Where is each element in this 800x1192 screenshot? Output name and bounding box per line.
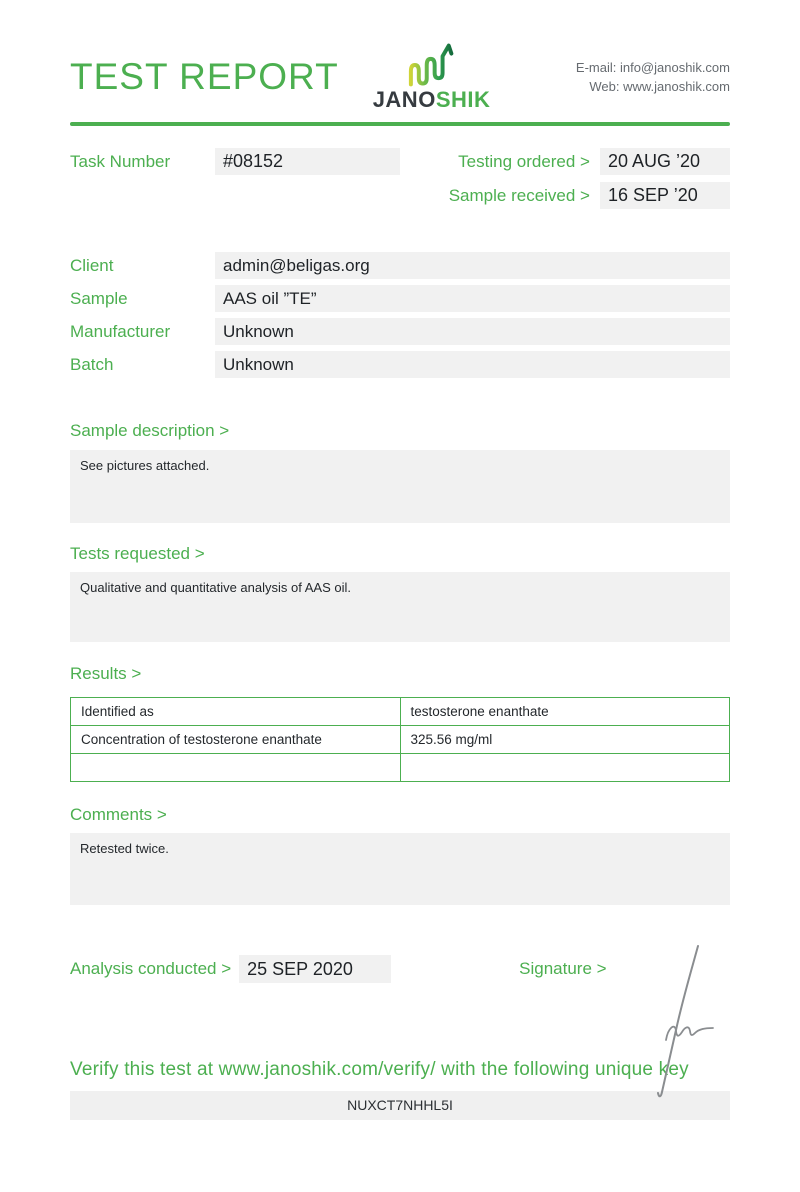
sample-label: Sample [70, 288, 128, 308]
email-value: info@janoshik.com [619, 60, 730, 75]
sample-value: AAS oil ”TE” [215, 285, 730, 312]
contact-block [576, 58, 730, 96]
table-row [71, 754, 730, 782]
growth-chart-icon [403, 43, 461, 87]
testing-ordered-row [442, 148, 730, 175]
result-value-cell: 325.56 mg/ml [400, 726, 730, 754]
results-table [70, 697, 730, 782]
task-number-value: #08152 [215, 148, 400, 175]
web-label: Web: [589, 79, 624, 94]
client-value: admin@beligas.org [215, 252, 730, 279]
testing-ordered-label: Testing ordered > [458, 151, 590, 171]
logo-text-dark: JANO [372, 87, 436, 112]
result-name-cell: Identified as [71, 698, 401, 726]
manufacturer-value: Unknown [215, 318, 730, 345]
unique-key-value: NUXCT7NHHL5I [70, 1091, 730, 1120]
task-number-row [70, 148, 400, 175]
comments-heading: Comments > [70, 805, 167, 824]
result-name-cell [71, 754, 401, 782]
header-divider [70, 122, 730, 126]
batch-value: Unknown [215, 351, 730, 378]
batch-label: Batch [70, 354, 114, 374]
testing-ordered-value: 20 AUG ’20 [600, 148, 730, 175]
janoshik-logo [373, 43, 491, 111]
analysis-conducted-label: Analysis conducted > [70, 959, 232, 978]
analysis-row [70, 955, 730, 983]
contact-email-line [576, 58, 730, 77]
comments-box: Retested twice. [70, 833, 730, 905]
detail-row-manufacturer [70, 318, 730, 345]
analysis-date-value: 25 SEP 2020 [239, 955, 391, 983]
detail-row-sample [70, 285, 730, 312]
sample-description-box: See pictures attached. [70, 450, 730, 523]
signature-image [638, 940, 720, 1104]
details-section [70, 252, 730, 378]
sample-received-label: Sample received > [448, 185, 590, 205]
tests-requested-box: Qualitative and quantitative analysis of AAS oil. [70, 572, 730, 642]
web-value: www.janoshik.com [623, 79, 730, 94]
tests-requested-heading: Tests requested > [70, 544, 205, 563]
sample-received-row [442, 182, 730, 209]
table-row [71, 698, 730, 726]
email-label: E-mail: [575, 60, 620, 75]
result-value-cell [400, 754, 730, 782]
logo-wordmark [373, 89, 491, 111]
test-report-page [0, 42, 800, 1192]
sample-description-heading: Sample description > [70, 421, 230, 440]
page-title: TEST REPORT [70, 56, 339, 97]
report-header [70, 42, 730, 112]
meta-section [70, 148, 730, 216]
dates-block [442, 148, 730, 216]
manufacturer-label: Manufacturer [70, 321, 171, 341]
result-value-cell: testosterone enanthate [400, 698, 730, 726]
task-number-label: Task Number [70, 151, 171, 171]
client-label: Client [70, 255, 114, 275]
detail-row-batch [70, 351, 730, 378]
table-row [71, 726, 730, 754]
sample-received-value: 16 SEP ’20 [600, 182, 730, 209]
logo-text-green: SHIK [435, 87, 491, 112]
contact-web-line [576, 77, 730, 96]
results-heading: Results > [70, 664, 142, 683]
signature-label: Signature > [519, 959, 607, 978]
verify-text: Verify this test at www.janoshik.com/verify/ with the following unique key [70, 1059, 689, 1080]
result-name-cell: Concentration of testosterone enanthate [71, 726, 401, 754]
detail-row-client [70, 252, 730, 279]
